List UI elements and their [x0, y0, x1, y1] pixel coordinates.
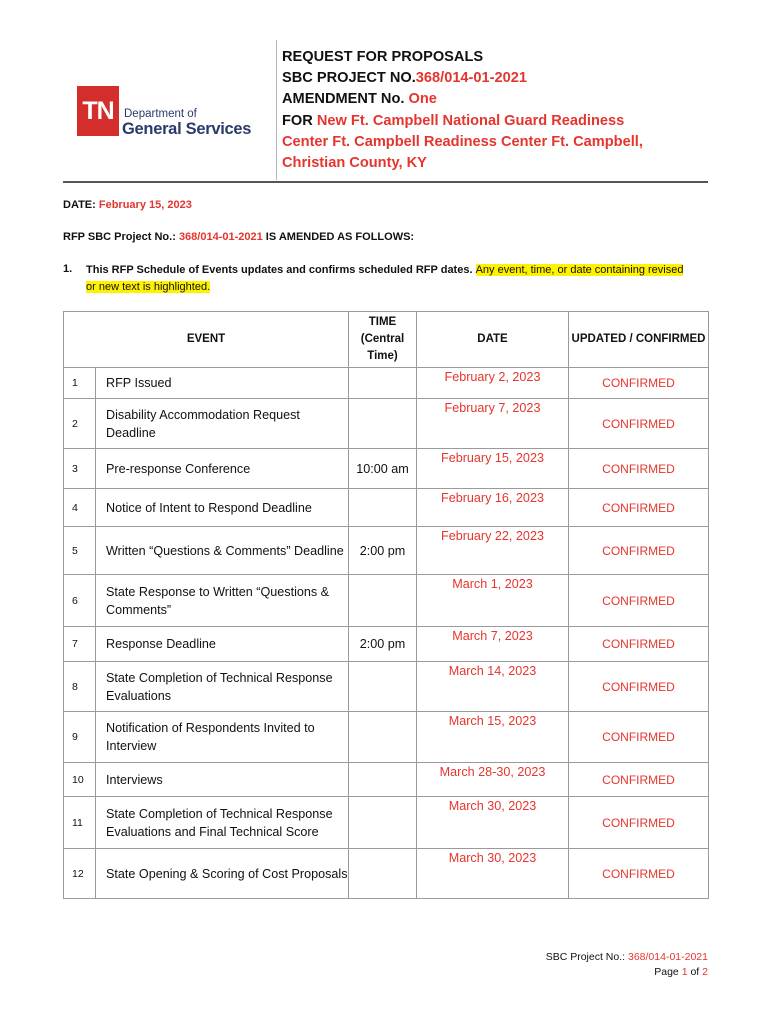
table-row — [64, 662, 709, 712]
table-row — [64, 763, 709, 797]
row-number: 3 — [64, 449, 96, 489]
row-event: State Completion of Technical Response Evaluations — [96, 662, 349, 712]
row-number: 6 — [64, 575, 96, 627]
project-name-line2: Center Ft. Campbell Readiness Center Ft. Campbell, — [282, 133, 643, 150]
project-number-line — [282, 68, 702, 89]
date-label: DATE: — [63, 199, 96, 211]
row-event: State Opening & Scoring of Cost Proposals — [96, 849, 349, 899]
row-number: 7 — [64, 627, 96, 662]
row-time — [349, 797, 417, 849]
row-status: CONFIRMED — [569, 797, 709, 849]
date-line — [63, 199, 192, 211]
header-divider — [276, 40, 277, 180]
row-status: CONFIRMED — [569, 489, 709, 527]
row-date: February 16, 2023 — [417, 489, 569, 527]
row-number: 5 — [64, 527, 96, 575]
row-time: 2:00 pm — [349, 527, 417, 575]
row-event: Written “Questions & Comments” Deadline — [96, 527, 349, 575]
row-date: March 28-30, 2023 — [417, 763, 569, 797]
table-row — [64, 712, 709, 763]
rfp-line — [63, 231, 414, 243]
row-status: CONFIRMED — [569, 527, 709, 575]
header-time: TIME (Central Time) — [349, 312, 417, 368]
footer-page-current: 1 — [681, 966, 688, 978]
row-time — [349, 489, 417, 527]
row-event: Interviews — [96, 763, 349, 797]
page-footer — [546, 950, 708, 980]
footer-project-number: 368/014-01-2021 — [628, 951, 708, 963]
logo-department-text: Department of — [124, 108, 197, 120]
table-row — [64, 575, 709, 627]
row-number: 12 — [64, 849, 96, 899]
item-highlight-text: Any event, time, or date containing revised or new text is highlighted. — [86, 264, 684, 293]
row-date: March 30, 2023 — [417, 797, 569, 849]
table-row — [64, 849, 709, 899]
project-label: SBC PROJECT NO. — [282, 70, 416, 87]
document-header — [282, 47, 702, 174]
row-status: CONFIRMED — [569, 849, 709, 899]
row-date: March 7, 2023 — [417, 627, 569, 662]
row-time: 2:00 pm — [349, 627, 417, 662]
table-row — [64, 627, 709, 662]
row-time — [349, 763, 417, 797]
tn-dgs-logo — [77, 86, 262, 141]
row-time — [349, 849, 417, 899]
table-row — [64, 527, 709, 575]
row-date: February 15, 2023 — [417, 449, 569, 489]
row-status: CONFIRMED — [569, 662, 709, 712]
table-header-row — [64, 312, 709, 368]
row-event: Pre-response Conference — [96, 449, 349, 489]
row-number: 11 — [64, 797, 96, 849]
row-date: March 30, 2023 — [417, 849, 569, 899]
row-status: CONFIRMED — [569, 368, 709, 399]
row-date: February 2, 2023 — [417, 368, 569, 399]
project-number: 368/014-01-2021 — [415, 70, 527, 87]
logo-general-services-text: General Services — [122, 120, 252, 138]
footer-page-of: of — [690, 966, 700, 978]
project-name-line1 — [282, 111, 702, 132]
row-number: 4 — [64, 489, 96, 527]
for-label: FOR — [282, 112, 313, 129]
table-row — [64, 449, 709, 489]
row-status: CONFIRMED — [569, 712, 709, 763]
row-event: State Response to Written “Questions & Comments” — [96, 575, 349, 627]
row-date: February 22, 2023 — [417, 527, 569, 575]
amendment-label: AMENDMENT No. — [282, 91, 405, 108]
table-row — [64, 797, 709, 849]
table-body — [64, 368, 709, 899]
row-number: 9 — [64, 712, 96, 763]
table-row — [64, 368, 709, 399]
footer-project-line — [546, 950, 708, 965]
header-rule — [63, 181, 708, 183]
row-event: Disability Accommodation Request Deadline — [96, 399, 349, 449]
header-date: DATE — [417, 312, 569, 368]
amendment-line — [282, 89, 702, 110]
row-event: RFP Issued — [96, 368, 349, 399]
row-status: CONFIRMED — [569, 399, 709, 449]
row-date: February 7, 2023 — [417, 399, 569, 449]
item-paragraph — [86, 262, 696, 296]
row-time — [349, 575, 417, 627]
row-time — [349, 712, 417, 763]
row-time — [349, 368, 417, 399]
row-event: Notice of Intent to Respond Deadline — [96, 489, 349, 527]
table-row — [64, 399, 709, 449]
row-number: 10 — [64, 763, 96, 797]
rfp-number: 368/014-01-2021 — [178, 231, 263, 243]
row-number: 1 — [64, 368, 96, 399]
amendment-value: One — [408, 91, 437, 108]
project-name-1: New Ft. Campbell National Guard Readiness — [316, 112, 625, 129]
row-time — [349, 399, 417, 449]
row-time — [349, 662, 417, 712]
row-status: CONFIRMED — [569, 575, 709, 627]
row-number: 2 — [64, 399, 96, 449]
footer-page-label: Page — [654, 966, 679, 978]
footer-page-line — [546, 965, 708, 980]
row-event: Response Deadline — [96, 627, 349, 662]
table-row — [64, 489, 709, 527]
document-title: REQUEST FOR PROPOSALS — [282, 49, 484, 65]
header-status: UPDATED / CONFIRMED — [569, 312, 709, 368]
project-name-line3: Christian County, KY — [282, 155, 427, 172]
schedule-of-events-table — [63, 311, 709, 899]
row-date: March 15, 2023 — [417, 712, 569, 763]
date-value: February 15, 2023 — [98, 199, 192, 211]
row-date: March 14, 2023 — [417, 662, 569, 712]
row-status: CONFIRMED — [569, 449, 709, 489]
rfp-suffix: IS AMENDED AS FOLLOWS: — [265, 231, 415, 243]
item-number: 1. — [63, 263, 73, 275]
row-event: Notification of Respondents Invited to Interview — [96, 712, 349, 763]
footer-page-total: 2 — [702, 966, 708, 978]
row-status: CONFIRMED — [569, 763, 709, 797]
footer-project-label: SBC Project No.: — [545, 951, 626, 963]
item-text: This RFP Schedule of Events updates and confirms scheduled RFP dates. — [86, 264, 473, 276]
row-time: 10:00 am — [349, 449, 417, 489]
logo-state-badge: TN — [77, 86, 119, 136]
header-event: EVENT — [64, 312, 349, 368]
rfp-label: RFP SBC Project No.: — [63, 231, 176, 243]
row-status: CONFIRMED — [569, 627, 709, 662]
row-event: State Completion of Technical Response Evaluations and Final Technical Score — [96, 797, 349, 849]
row-number: 8 — [64, 662, 96, 712]
row-date: March 1, 2023 — [417, 575, 569, 627]
